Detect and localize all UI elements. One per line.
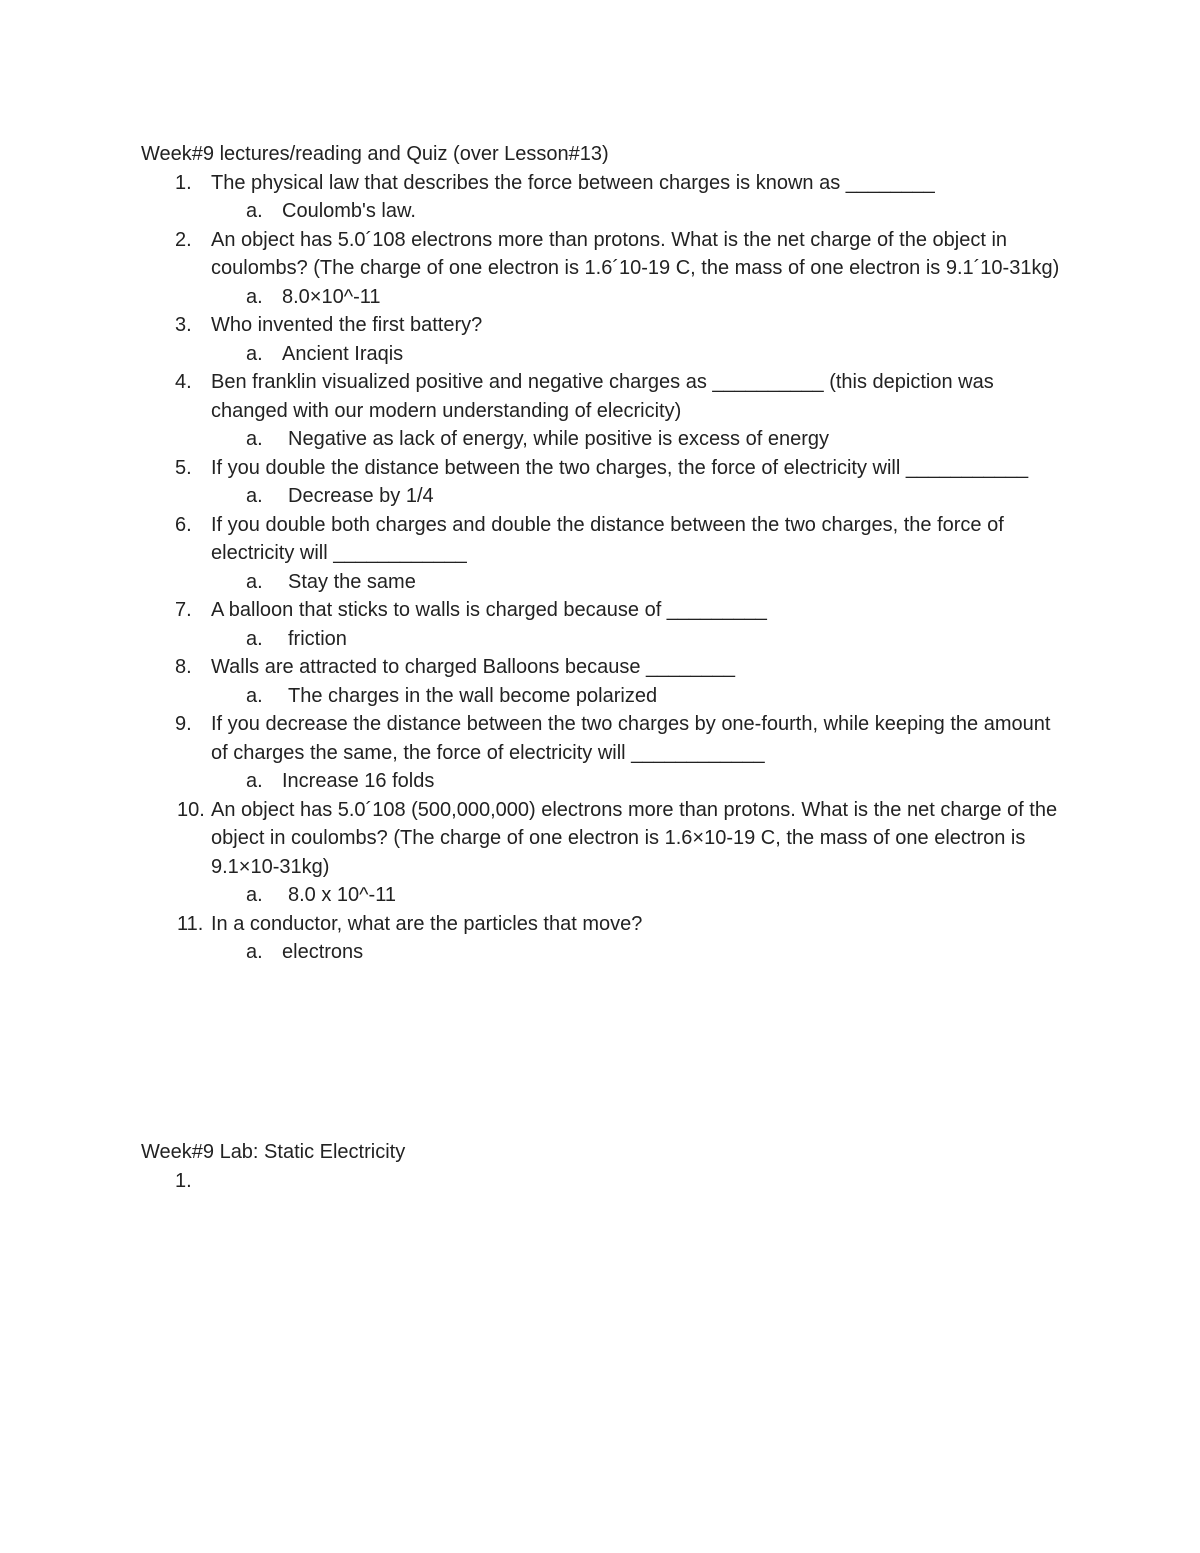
question-number: 10. bbox=[177, 798, 205, 821]
question-number: 6. bbox=[175, 513, 192, 536]
lab-item-text bbox=[211, 1167, 1061, 1196]
question-text: A balloon that sticks to walls is charged because of _________ bbox=[211, 599, 767, 621]
question-text: In a conductor, what are the particles that move? bbox=[211, 912, 643, 935]
question-number: 5. bbox=[175, 456, 192, 479]
question-text: An object has 5.0´108 (500,000,000) electrons more than protons. What is the net charge of the object in coulombs? (The charge of one electron is 1.6×10-19 C, the mass of one electron is 9.1×10-31kg) bbox=[211, 798, 1058, 878]
question-item bbox=[141, 226, 1061, 312]
answer-text: 8.0×10^-11 bbox=[282, 285, 381, 308]
answer-text: 8.0 x 10^-11 bbox=[288, 884, 396, 906]
answer-text: Coulomb's law. bbox=[282, 200, 416, 222]
question-text: If you double both charges and double the distance between the two charges, the force of electricity will ____________ bbox=[211, 513, 1004, 564]
answer-text: electrons bbox=[282, 941, 364, 963]
answer-item bbox=[141, 938, 1061, 967]
question-item bbox=[141, 311, 1061, 368]
question-item bbox=[141, 653, 1061, 710]
answer-text: Decrease by 1/4 bbox=[288, 485, 434, 507]
quiz-title: Week#9 lectures/reading and Quiz (over Lesson#13) bbox=[141, 143, 609, 165]
question-text: The physical law that describes the force between charges is known as ________ bbox=[211, 171, 935, 194]
answer-item bbox=[141, 881, 1061, 910]
question-item bbox=[141, 454, 1061, 511]
answer-letter: a. bbox=[246, 884, 263, 906]
lab-section bbox=[141, 1138, 1061, 1195]
answer-item bbox=[141, 425, 1061, 454]
answer-letter: a. bbox=[246, 200, 263, 222]
question-text: An object has 5.0´108 electrons more than protons. What is the net charge of the object in coulombs? (The charge of one electron is 1.6´10-19 C, the mass of one electron is 9.1´10-31kg) bbox=[211, 228, 1060, 279]
question-number: 9. bbox=[175, 713, 192, 735]
question-list bbox=[141, 169, 1061, 967]
question-number: 1. bbox=[175, 171, 192, 194]
question-text: Walls are attracted to charged Balloons because ________ bbox=[211, 656, 736, 678]
answer-item bbox=[141, 625, 1061, 654]
question-number: 2. bbox=[175, 228, 192, 251]
lab-item-number: 1. bbox=[175, 1169, 192, 1192]
answer-letter: a. bbox=[246, 684, 263, 707]
lab-list bbox=[141, 1167, 1061, 1196]
question-item bbox=[141, 596, 1061, 653]
answer-item bbox=[141, 340, 1061, 369]
question-number: 4. bbox=[175, 371, 192, 393]
answer-letter: a. bbox=[246, 770, 263, 792]
question-item bbox=[141, 796, 1061, 910]
answer-item bbox=[141, 568, 1061, 597]
answer-letter: a. bbox=[246, 627, 263, 650]
question-item bbox=[141, 910, 1061, 967]
answer-item bbox=[141, 283, 1061, 312]
lab-title: Week#9 Lab: Static Electricity bbox=[141, 1141, 406, 1163]
question-item bbox=[141, 710, 1061, 796]
question-number: 3. bbox=[175, 314, 192, 336]
answer-letter: a. bbox=[246, 485, 263, 507]
answer-item bbox=[141, 197, 1061, 226]
question-number: 11. bbox=[177, 912, 204, 935]
question-text: If you double the distance between the two charges, the force of electricity will ___________ bbox=[211, 456, 1029, 479]
question-text: If you decrease the distance between the two charges by one-fourth, while keeping the amount of charges the same, the force of electricity will ____________ bbox=[211, 713, 1051, 764]
answer-item bbox=[141, 767, 1061, 796]
answer-text: Stay the same bbox=[288, 570, 416, 593]
answer-text: The charges in the wall become polarized bbox=[288, 684, 658, 707]
answer-item bbox=[141, 482, 1061, 511]
lab-item bbox=[141, 1167, 1061, 1196]
answer-text: Ancient Iraqis bbox=[282, 342, 404, 365]
question-text: Who invented the first battery? bbox=[211, 314, 483, 336]
quiz-section bbox=[141, 140, 1061, 967]
question-item bbox=[141, 169, 1061, 226]
answer-text: friction bbox=[288, 627, 347, 650]
question-item bbox=[141, 511, 1061, 597]
answer-letter: a. bbox=[246, 285, 263, 308]
answer-text: Negative as lack of energy, while positive is excess of energy bbox=[288, 428, 830, 450]
question-item bbox=[141, 368, 1061, 454]
answer-letter: a. bbox=[246, 941, 263, 963]
answer-letter: a. bbox=[246, 570, 263, 593]
answer-item bbox=[141, 682, 1061, 711]
question-number: 8. bbox=[175, 656, 192, 678]
question-number: 7. bbox=[175, 599, 192, 621]
answer-letter: a. bbox=[246, 428, 263, 450]
answer-text: Increase 16 folds bbox=[282, 770, 435, 792]
question-text: Ben franklin visualized positive and negative charges as __________ (this depiction was changed with our modern understanding of elecricity) bbox=[211, 371, 994, 422]
answer-letter: a. bbox=[246, 342, 263, 365]
